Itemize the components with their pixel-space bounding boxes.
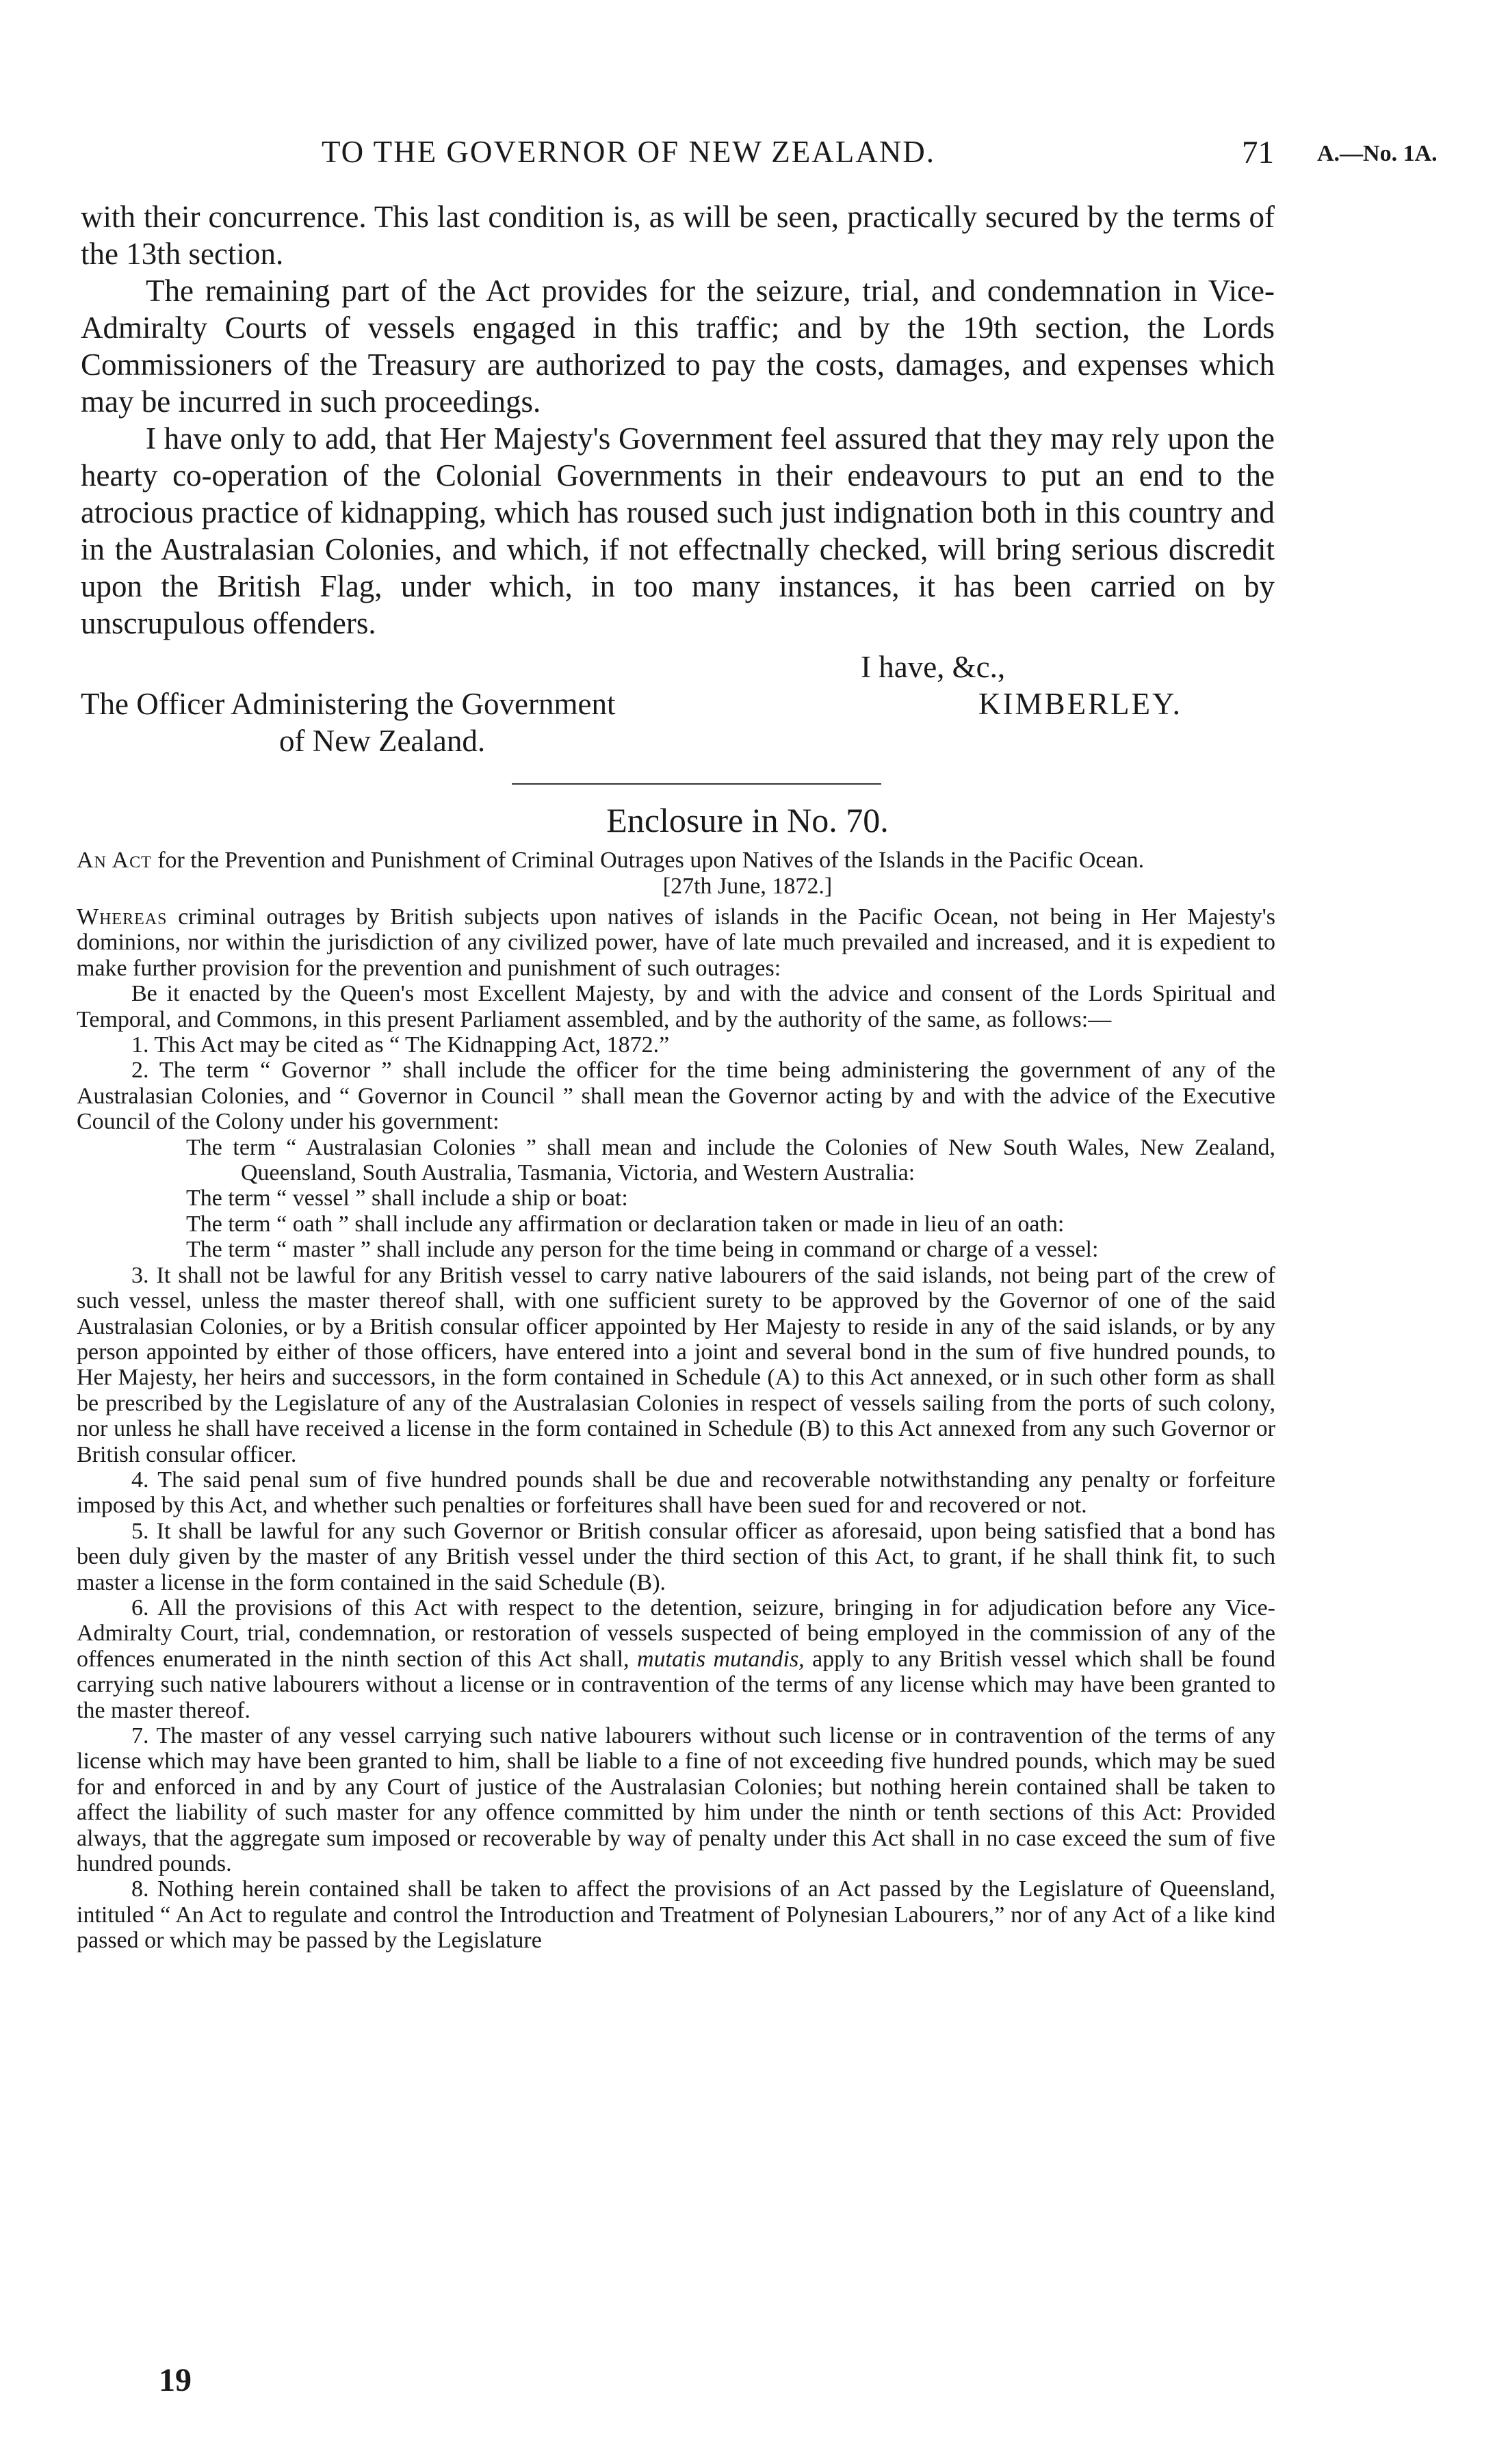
page-number: 71 xyxy=(1242,135,1274,170)
letter-paragraph: I have only to add, that Her Majesty's Government feel assured that they may rely upon the hearty co-operation of the Colonial Governments in their endeavours to put an end to the atrocious practice of kidnapping, which has roused such just indignation both in this country and in the Australasian Colonies, and which, if not effectnally checked, will bring serious discredit upon the British Flag, under which, in too many instances, it has been carried on by unscrupulous offenders. xyxy=(81,421,1275,640)
section-7: 7. The master of any vessel carrying such native labourers without such license or in contravention of the terms of any license which may have been granted to him, shall be liable to a fine of not exceeding five hundred pounds, which may be sued for and enforced in and by any Court of justice of the Australasian Colonies; but nothing herein contained shall be taken to affect the liability of such master for any offence committed by him under the ninth or tenth sections of this Act: Provided always, that the aggregate sum imposed or recoverable by way of penalty under this Act shall in no case exceed the sum of five hundred pounds. xyxy=(77,1723,1275,1877)
running-head xyxy=(0,134,1495,175)
section-6 xyxy=(77,1595,1275,1723)
section-1: 1. This Act may be cited as “ The Kidnapping Act, 1872.” xyxy=(131,1032,670,1058)
closing-line: I have, &c., xyxy=(861,650,1006,684)
preamble-lead: Whereas xyxy=(77,904,168,930)
preamble xyxy=(77,904,1275,981)
section-6-text: apply to any British vessel which shall be found carrying such native labourers without a license or in contravention of the terms of any license which may have been granted to the master thereof. xyxy=(77,1646,1275,1723)
letter-paragraph: The remaining part of the Act provides for the seizure, trial, and condemnation in Vice-Admiralty Courts of vessels engaged in this traffic; and by the 19th section, the Lords Commissioners of the Treasury are authorized to pay the costs, damages, and expenses which may be incurred in such proceedings. xyxy=(81,274,1275,419)
addressee-line: of New Zealand. xyxy=(279,724,486,758)
letter-signoff xyxy=(81,648,1275,765)
section-6-text: 6. All the provisions of this Act with respect to the detention, seizure, bringing in for adjudication before any Vice-Admiralty Court, trial, condemnation, or restoration of vessels suspected of being employed in the commission of any of the offences enumerated in the ninth section of this Act shall, xyxy=(77,1595,1275,1672)
enclosure-title: Enclosure in No. 70. xyxy=(606,801,889,839)
paper-reference: A.—No. 1A. xyxy=(1317,141,1438,166)
signature-mark: 19 xyxy=(159,2362,192,2398)
letter-body xyxy=(81,198,1275,642)
section-4: 4. The said penal sum of five hundred pounds shall be due and recoverable notwithstanding any penalty or forfeiture imposed by this Act, and whether such penalties or forfeitures shall have been sued for and recovered or not. xyxy=(77,1467,1275,1519)
enacting-clause: Be it enacted by the Queen's most Excellent Majesty, by and with the advice and consent of the Lords Spiritual and Temporal, and Commons, in this present Parliament assembled, and by the authority of the same, as follows:— xyxy=(77,981,1275,1032)
definition-vessel: The term “ vessel ” shall include a ship or boat: xyxy=(186,1185,628,1211)
definition-australasian-colonies: The term “ Australasian Colonies ” shall mean and include the Colonies of New South Wales, New Zealand, Queensland, South Australia, Tasmania, Victoria, and Western Australia: xyxy=(186,1134,1275,1186)
section-8: 8. Nothing herein contained shall be taken to affect the provisions of an Act passed by the Legislature of Queensland, intituled “ An Act to regulate and control the Introduction and Treatment of Polynesian Labourers,” nor of any Act of a like kind passed or which may be passed by the Legislature xyxy=(77,1876,1275,1954)
section-5: 5. It shall be lawful for any such Governor or British consular officer as aforesaid, upon being satisfied that a bond has been duly given by the master of any British vessel under the third section of this Act, to grant, if he shall think fit, to such master a license in the form contained in the said Schedule (B). xyxy=(77,1518,1275,1595)
act-title xyxy=(77,847,1275,874)
act-date: [27th June, 1872.] xyxy=(662,874,833,899)
act-title-text: for the Prevention and Punishment of Criminal Outrages upon Natives of the Islands in the Pacific Ocean. xyxy=(151,848,1145,873)
signature: KIMBERLEY. xyxy=(978,687,1182,721)
section-divider xyxy=(512,783,881,785)
running-title: TO THE GOVERNOR OF NEW ZEALAND. xyxy=(322,135,935,169)
section-6-latin: mutatis mutandis, xyxy=(636,1646,805,1672)
addressee-line: The Officer Administering the Government xyxy=(81,687,616,721)
preamble-text: criminal outrages by British subjects upon natives of islands in the Pacific Ocean, not being in Her Majesty's dominions, nor within the jurisdiction of any civilized power, have of late much prevailed and increased, and it is expedient to make further provision for the prevention and punishment of such outrages: xyxy=(77,904,1275,981)
section-2: 2. The term “ Governor ” shall include the officer for the time being administering the government of any of the Australasian Colonies, and “ Governor in Council ” shall mean the Governor acting by and with the advice of the Executive Council of the Colony under his government: xyxy=(77,1058,1275,1135)
act-title-lead: An Act xyxy=(77,848,152,873)
section-3: 3. It shall not be lawful for any British vessel to carry native labourers of the said islands, not being part of the crew of such vessel, unless the master thereof shall, with one sufficient surety to be approved by the Governor of one of the said Australasian Colonies, or by a British consular officer appointed by Her Majesty to reside in any of the said islands, or by any person appointed by either of those officers, have entered into a joint and several bond in the sum of five hundred pounds, to Her Majesty, her heirs and successors, in the form contained in Schedule (A) to this Act annexed, or in such other form as shall be prescribed by the Legislature of any of the Australasian Colonies in respect of vessels sailing from the ports of such colony, nor unless he shall have received a license in the form contained in Schedule (B) to this Act annexed from any such Governor or British consular officer. xyxy=(77,1262,1275,1467)
letter-paragraph: with their concurrence. This last condition is, as will be seen, practically secured by the terms of the 13th section. xyxy=(81,200,1275,271)
act-body xyxy=(77,904,1275,1954)
definition-oath: The term “ oath ” shall include any affirmation or declaration taken or made in lieu of an oath: xyxy=(186,1211,1065,1237)
definition-master: The term “ master ” shall include any person for the time being in command or charge of a vessel: xyxy=(186,1237,1099,1263)
